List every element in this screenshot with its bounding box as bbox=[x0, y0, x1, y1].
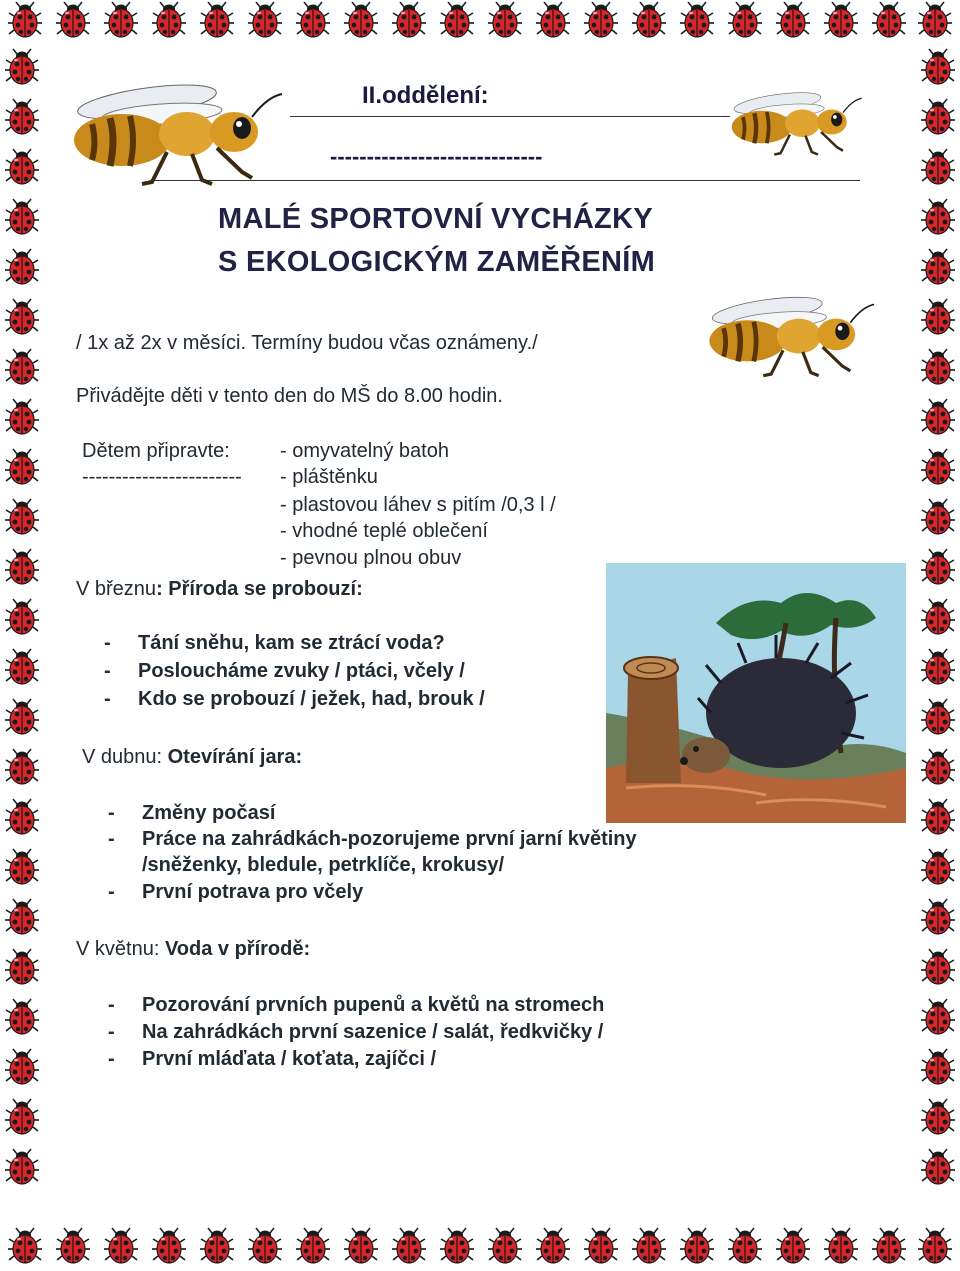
april-item: - První potrava pro včely bbox=[108, 881, 364, 903]
prepare-item: - pláštěnku bbox=[280, 466, 378, 488]
department-underline: ----------------------------- bbox=[330, 144, 543, 169]
march-item: - Kdo se probouzí / ježek, had, brouk / bbox=[104, 688, 485, 710]
may-item-text: Pozorování prvních pupenů a květů na stromech bbox=[142, 994, 605, 1016]
ladybug-border-top bbox=[0, 0, 960, 40]
may-item: - Pozorování prvních pupenů a květů na stromech bbox=[108, 994, 605, 1016]
header-rule bbox=[150, 180, 860, 181]
prepare-item: - plastovou láhev s pitím /0,3 l / bbox=[280, 494, 556, 516]
department-heading: II.oddělení: bbox=[362, 82, 489, 109]
bee-icon bbox=[52, 72, 292, 192]
april-item-text: Práce na zahrádkách-pozorujeme první jarní květiny bbox=[142, 828, 637, 850]
ladybug-border-bottom bbox=[0, 1226, 960, 1266]
april-label: V dubnu: bbox=[82, 746, 168, 768]
march-heading bbox=[76, 578, 363, 601]
march-item: - Tání sněhu, kam se ztrácí voda? bbox=[104, 632, 445, 654]
april-theme: Otevírání jara: bbox=[167, 746, 303, 768]
may-label: V květnu: bbox=[76, 938, 165, 960]
prepare-item: - pevnou plnou obuv bbox=[280, 547, 462, 569]
april-item-text: /sněženky, bledule, petrklíče, krokusy/ bbox=[142, 854, 505, 876]
prepare-label: Dětem připravte: bbox=[82, 440, 230, 462]
april-item: - Změny počasí bbox=[108, 802, 276, 824]
may-item-text: První mláďata / koťata, zajíčci / bbox=[142, 1048, 437, 1070]
april-item-text: První potrava pro včely bbox=[142, 881, 364, 903]
bee-icon bbox=[718, 82, 868, 162]
page-subtitle: S EKOLOGICKÝM ZAMĚŘENÍM bbox=[218, 246, 656, 278]
march-label: V březnu bbox=[76, 578, 157, 600]
april-item bbox=[108, 854, 504, 877]
april-item: - Práce na zahrádkách-pozorujeme první jarní květiny bbox=[108, 828, 637, 850]
prepare-item: - vhodné teplé oblečení bbox=[280, 520, 488, 542]
march-item-text: Posloucháme zvuky / ptáci, včely / bbox=[138, 660, 465, 682]
bee-icon bbox=[692, 272, 882, 397]
march-item-text: Tání sněhu, kam se ztrácí voda? bbox=[138, 632, 445, 654]
prepare-underline: ------------------------ bbox=[82, 466, 242, 488]
may-item: - Na zahrádkách první sazenice / salát, ředkvičky / bbox=[108, 1021, 604, 1043]
page-title: MALÉ SPORTOVNÍ VYCHÁZKY bbox=[218, 203, 653, 235]
frequency-note: / 1x až 2x v měsíci. Termíny budou včas oznámeny./ bbox=[76, 332, 538, 354]
april-heading bbox=[82, 746, 302, 769]
march-item: - Posloucháme zvuky / ptáci, včely / bbox=[104, 660, 465, 682]
march-theme: : Příroda se probouzí: bbox=[156, 578, 363, 600]
may-theme: Voda v přírodě: bbox=[164, 938, 311, 960]
ladybug-border-right bbox=[916, 40, 960, 1226]
march-item-text: Kdo se probouzí / ježek, had, brouk / bbox=[138, 688, 485, 710]
may-item-text: Na zahrádkách první sazenice / salát, ředkvičky / bbox=[142, 1021, 604, 1043]
prepare-item: - omyvatelný batoh bbox=[280, 440, 449, 462]
hedgehog-icon bbox=[606, 563, 906, 823]
may-item: - První mláďata / koťata, zajíčci / bbox=[108, 1048, 437, 1070]
header-rule bbox=[290, 116, 730, 117]
april-item-text: Změny počasí bbox=[142, 802, 276, 824]
may-heading bbox=[76, 938, 310, 961]
arrival-note: Přivádějte děti v tento den do MŠ do 8.00 hodin. bbox=[76, 385, 503, 407]
ladybug-border-left bbox=[0, 40, 44, 1226]
